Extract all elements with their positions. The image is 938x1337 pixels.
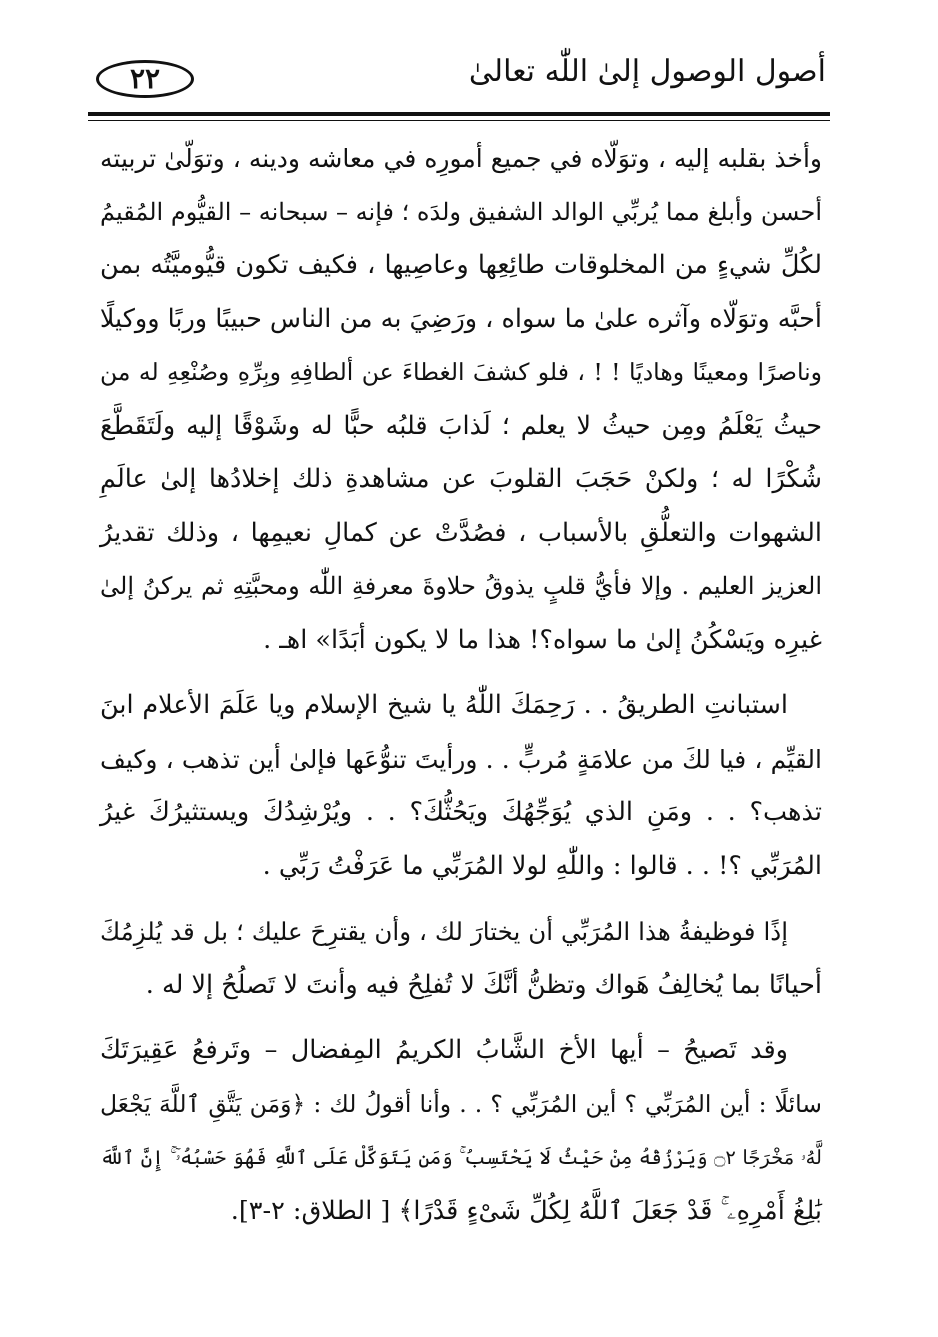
- paragraph-4: [100, 1024, 822, 1238]
- text-line: أحسن وأبلغ مما يُربِّي الوالد الشفيق ولدَه ؛ فإنه – سبحانه – القيُّوم المُقيمُ: [100, 197, 822, 226]
- text-line: القيِّم ، فيا لكَ من علامَةٍ مُربٍّ . . ورأيتَ تنوُّعَها فإلىٰ أين تذهب ، وكيف: [100, 744, 822, 774]
- paragraph-1: [100, 132, 822, 667]
- body-text: [100, 132, 822, 1238]
- text-line: لكُلِّ شيءٍ من المخلوقات طائِعِها وعاصِيها ، فكيف تكون قيُّوميَّتُه بمن: [100, 250, 822, 280]
- page-header: [88, 44, 830, 110]
- quran-verse-line: بَٰلِغُ أَمْرِهِۦ ۚ قَدْ جَعَلَ ٱللَّهُ لِكُلِّ شَىْءٍ قَدْرًا﴾ [ الطلاق: ٢-٣].: [230, 1195, 822, 1226]
- paragraph-2: [100, 679, 822, 893]
- text-line: حيثُ يَعْلَمُ ومِن حيثُ لا يعلم ؛ لَذابَ قلبُه حبًّا له وشَوْقًا إليه ولَتَقَطَّعَ: [100, 410, 822, 441]
- text-line: سائلًا : أين المُرَبِّي ؟ أين المُرَبِّي ؟ . . وأنا أقولُ لك : ﴿وَمَن يَتَّقِ ٱللَّهَ يَجْعَل: [100, 1089, 822, 1118]
- page-number: ٢٢: [96, 60, 194, 98]
- text-line: وقد تَصيحُ – أيها الأخ الشَّابُ الكريمُ المِفضال – وتَرفعُ عَقِيرَتَكَ: [100, 1035, 788, 1065]
- text-line: شُكْرًا له ؛ ولكنْ حَجَبَ القلوبَ عن مشاهدةِ ذلك إخلادُها إلىٰ عالَمِ: [100, 464, 822, 494]
- header-rule-thin: [88, 120, 830, 121]
- text-line: تذهب؟ . . ومَنِ الذي يُوَجِّهُكَ ويَحُثُّكَ؟ . . ويُرْشِدُكَ ويستثيرُكَ غيرُ: [100, 797, 822, 827]
- paragraph-3: [100, 905, 822, 1012]
- running-title: أصول الوصول إلىٰ اللّٰه تعالىٰ: [468, 54, 826, 89]
- text-line: المُرَبِّي ؟! . . قالوا : واللّٰهِ لولا المُرَبِّي ما عَرَفْتُ رَبِّي .: [262, 850, 822, 881]
- text-line: وناصرًا ومعينًا وهاديًا ! ! ، فلو كشفَ الغطاءَ عن ألطافِهِ وبِرِّهِ وصُنْعِهِ له من: [100, 358, 822, 386]
- header-rule-thick: [88, 112, 830, 116]
- text-line: وأخذ بقلبه إليه ، وتوَلّاه في جميع أمورِه في معاشه ودينه ، وتوَلّىٰ تربيته: [100, 144, 822, 173]
- text-line: الشهوات والتعلُّقِ بالأسباب ، فصُدَّتْ عن كمالِ نعيمِها ، وذلك تقديرُ: [100, 517, 822, 548]
- text-line: غيرِه ويَسْكُنُ إلىٰ ما سواه؟! هذا ما لا يكون أبَدًا» اهـ .: [263, 624, 822, 655]
- text-line: إذًا فوظيفةُ هذا المُرَبِّي أن يختارَ لك ، وأن يقترِحَ عليك ؛ بل قد يُلزِمُكَ: [100, 917, 788, 946]
- text-line: العزيز العليم . وإلا فأيُّ قلبٍ يذوقُ حلاوةَ معرفةِ اللّٰه ومحبَّتِهِ ثم يركنُ إلىٰ: [100, 572, 822, 600]
- text-line: أحبَّه وتوَلّاه وآثره علىٰ ما سواه ، ورَضِيَ به من الناس حبيبًا وربًا ووكيلًا: [99, 303, 822, 334]
- text-line: استبانتِ الطريقُ . . رَحِمَكَ اللّٰهُ يا شيخ الإسلام ويا عَلَمَ الأعلام ابنَ: [100, 690, 788, 720]
- text-line: أحيانًا بما يُخالِفُ هَواك وتظنُّ أنَّكَ لا تُفلِحُ فيه وأنتَ لا تَصلُحُ إلا له .: [145, 969, 822, 1000]
- quran-verse-line: لَّهُۥ مَخْرَجًا ۝٢ وَيَرْزُقْهُ مِنْ حَيْثُ لَا يَحْتَسِبُ ۚ وَمَن يَتَوَكَّلْ عَلَى ٱللَّهِ فَهُوَ حَسْبُهُۥٓ ۚ إِنَّ ٱللَّهَ: [100, 1146, 822, 1169]
